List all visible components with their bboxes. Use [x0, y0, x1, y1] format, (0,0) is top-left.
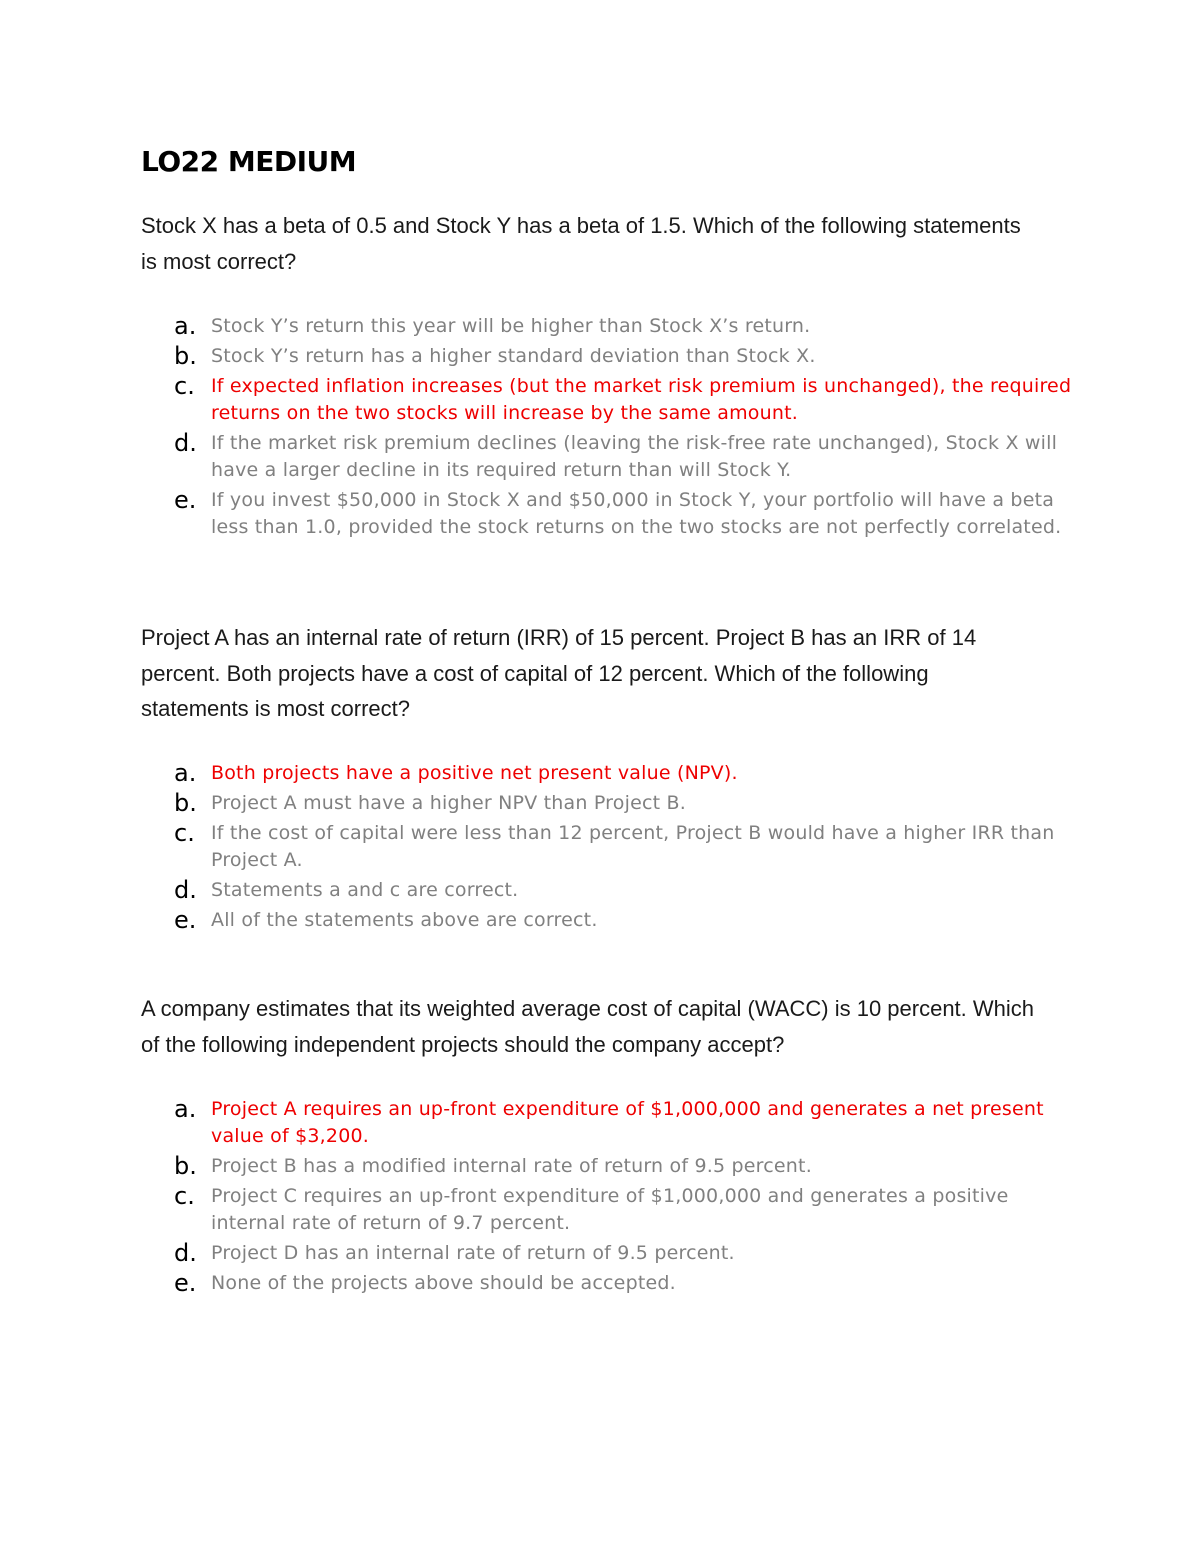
question-3-prompt: A company estimates that its weighted average cost of capital (WACC) is 10 percent. Which of the following independent projects should the company accept?	[141, 996, 1035, 1057]
question-3-option-d	[174, 1240, 1074, 1267]
option-letter: a.	[174, 1095, 197, 1123]
option-letter: c.	[174, 372, 195, 400]
option-text: Project A must have a higher NPV than Project B.	[211, 792, 686, 814]
option-text: Project C requires an up-front expenditure of $1,000,000 and generates a positive internal rate of return of 9.7 percent.	[211, 1185, 1009, 1234]
option-text: If you invest $50,000 in Stock X and $50,000 in Stock Y, your portfolio will have a beta less than 1.0, provided the stock returns on the two stocks are not perfectly correlated.	[211, 489, 1062, 538]
question-3-option-b	[174, 1153, 1074, 1180]
question-2-option-d	[174, 877, 1074, 904]
option-letter: c.	[174, 819, 195, 847]
option-text: If expected inflation increases (but the market risk premium is unchanged), the required returns on the two stocks will increase by the same amount.	[211, 375, 1072, 424]
question-3-option-c	[174, 1183, 1074, 1237]
question-1-option-d	[174, 430, 1074, 484]
option-letter: b.	[174, 1152, 197, 1180]
question-3-options	[174, 1096, 1074, 1300]
question-1-option-c	[174, 373, 1074, 427]
option-text: Project A requires an up-front expenditure of $1,000,000 and generates a net present value of $3,200.	[211, 1098, 1044, 1147]
option-text: If the cost of capital were less than 12 percent, Project B would have a higher IRR than Project A.	[211, 822, 1055, 871]
option-letter: e.	[174, 906, 197, 934]
question-1-option-b	[174, 343, 1074, 370]
option-letter: e.	[174, 1269, 197, 1297]
question-2-option-c	[174, 820, 1074, 874]
option-text: None of the projects above should be accepted.	[211, 1272, 676, 1294]
option-text: All of the statements above are correct.	[211, 909, 598, 931]
question-1-options	[174, 313, 1074, 544]
option-text: Project D has an internal rate of return of 9.5 percent.	[211, 1242, 735, 1264]
question-1-option-e	[174, 487, 1074, 541]
question-2-options	[174, 760, 1074, 937]
option-letter: d.	[174, 876, 197, 904]
question-2-option-e	[174, 907, 1074, 934]
question-3-option-a	[174, 1096, 1074, 1150]
option-letter: b.	[174, 342, 197, 370]
option-letter: b.	[174, 789, 197, 817]
option-letter: e.	[174, 486, 197, 514]
option-letter: c.	[174, 1182, 195, 1210]
option-letter: a.	[174, 312, 197, 340]
question-3-option-e	[174, 1270, 1074, 1297]
question-1-option-a	[174, 313, 1074, 340]
option-text: Both projects have a positive net present value (NPV).	[211, 762, 738, 784]
option-letter: a.	[174, 759, 197, 787]
question-2-option-b	[174, 790, 1074, 817]
question-2-option-a	[174, 760, 1074, 787]
option-text: Project B has a modified internal rate of return of 9.5 percent.	[211, 1155, 812, 1177]
question-2-prompt: Project A has an internal rate of return (IRR) of 15 percent. Project B has an IRR of 14 percent. Both projects have a cost of capital of 12 percent. Which of the following statements is most correct?	[141, 625, 977, 721]
option-letter: d.	[174, 1239, 197, 1267]
option-text: If the market risk premium declines (leaving the risk-free rate unchanged), Stock X will have a larger decline in its required return than will Stock Y.	[211, 432, 1058, 481]
page-title: LO22 MEDIUM	[141, 145, 357, 178]
option-text: Statements a and c are correct.	[211, 879, 519, 901]
option-text: Stock Y’s return has a higher standard deviation than Stock X.	[211, 345, 816, 367]
question-1-prompt: Stock X has a beta of 0.5 and Stock Y has a beta of 1.5. Which of the following statements is most correct?	[141, 213, 1021, 274]
option-text: Stock Y’s return this year will be higher than Stock X’s return.	[211, 315, 811, 337]
option-letter: d.	[174, 429, 197, 457]
